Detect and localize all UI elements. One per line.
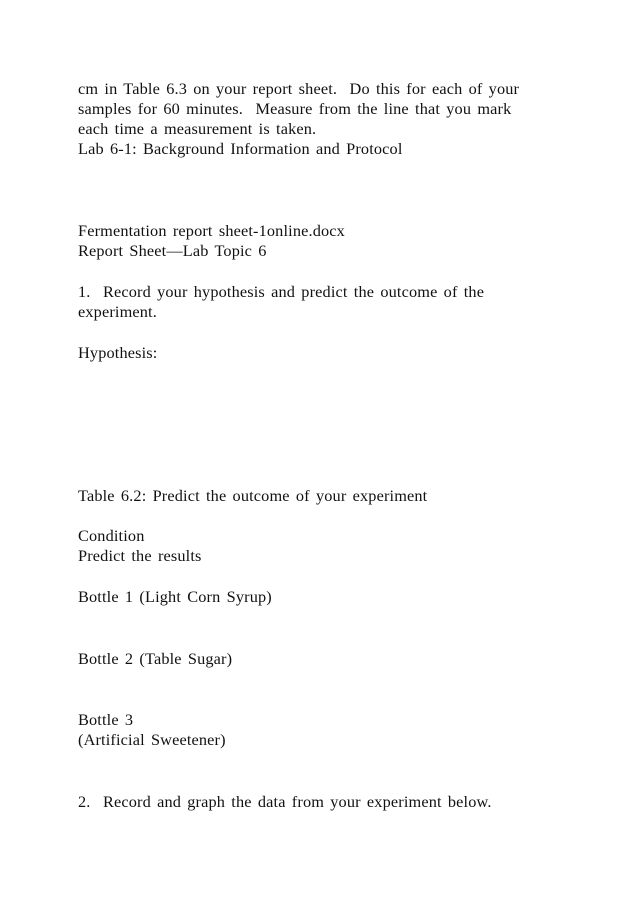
table-row-bottle-1: Bottle 1 (Light Corn Syrup) <box>78 587 272 606</box>
table-row-bottle-3-line-2: (Artificial Sweetener) <box>78 730 226 749</box>
question-2: 2. Record and graph the data from your experiment below. <box>78 792 492 811</box>
report-filename: Fermentation report sheet-1online.docx <box>78 221 345 240</box>
table-row-bottle-2: Bottle 2 (Table Sugar) <box>78 649 233 668</box>
lab-section-heading: Lab 6-1: Background Information and Protocol <box>78 139 403 158</box>
hypothesis-label: Hypothesis: <box>78 343 158 362</box>
question-1-line-1: 1. Record your hypothesis and predict the outcome of the <box>78 282 485 301</box>
table-row-bottle-3-line-1: Bottle 3 <box>78 710 134 729</box>
table-header-predict: Predict the results <box>78 546 202 565</box>
intro-text-line-1: cm in Table 6.3 on your report sheet. Do this for each of your <box>78 79 520 98</box>
intro-text-line-2: samples for 60 minutes. Measure from the line that you mark <box>78 99 512 118</box>
report-sheet-title: Report Sheet—Lab Topic 6 <box>78 241 267 260</box>
question-1-line-2: experiment. <box>78 302 157 321</box>
table-caption: Table 6.2: Predict the outcome of your experiment <box>78 486 428 505</box>
intro-text-line-3: each time a measurement is taken. <box>78 119 317 138</box>
table-header-condition: Condition <box>78 526 145 545</box>
